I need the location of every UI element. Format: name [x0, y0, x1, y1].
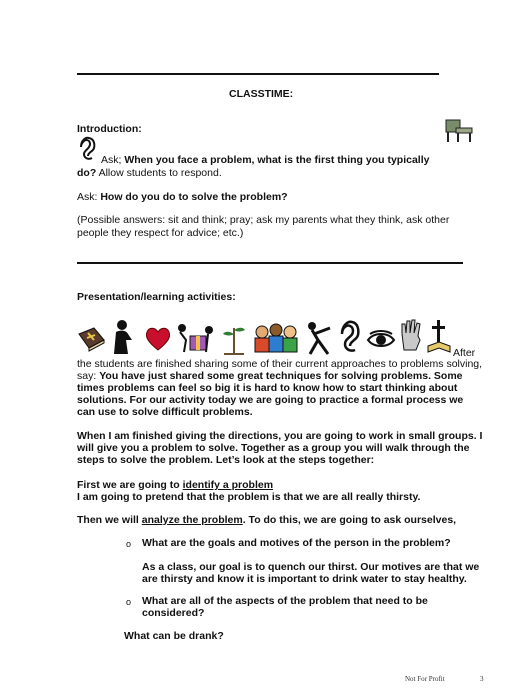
ear-icon: [78, 136, 98, 166]
classroom-desk-icon: [444, 116, 474, 148]
plant-sprout-icon: [220, 320, 248, 356]
ask-line-1b: [77, 167, 222, 180]
paragraph-2-line-2: will give you a problem to solve. Together as a group you will walk through the: [77, 442, 470, 454]
bullet-aspects-line-1: What are all of the aspects of the problem that need to be: [142, 595, 428, 607]
gift-box-icon: [176, 322, 214, 356]
ear-icon: [338, 320, 362, 354]
goal-answer-line-2: are thirsty and know it is important to drink water to stay healthy.: [142, 573, 467, 585]
intro-heading: Introduction:: [77, 123, 142, 135]
paragraph-1-line-1: the students are finished sharing some of their current approaches to problems solving,: [77, 358, 483, 370]
cross-on-book-icon: [426, 318, 452, 356]
thirsty-problem-line: I am going to pretend that the problem is that we are all really thirsty.: [77, 491, 421, 503]
bullet-marker-2: o: [126, 597, 132, 607]
ask-prefix: Ask;: [101, 154, 125, 166]
hand-icon: [398, 318, 424, 352]
say-statement: You have just shared some great techniques for solving problems. Some: [99, 370, 463, 382]
ask-prefix-2: Ask:: [77, 191, 101, 203]
paragraph-1-line-5: can use to solve difficult problems.: [77, 406, 253, 418]
paragraph-1-line-4: solutions. For our activity today we are going to practice a formal process we: [77, 394, 464, 406]
analyze-problem-link: analyze the problem: [141, 514, 243, 526]
middle-rule: [77, 262, 463, 264]
bible-icon: [76, 324, 108, 354]
possible-answers-2: people they respect for advice; etc.): [77, 227, 244, 239]
icon-strip: [76, 318, 456, 360]
step-analyze-prefix: Then we will: [77, 514, 142, 526]
step-analyze-suffix: . To do this, we are going to ask ourselves,: [242, 514, 457, 526]
possible-answers-1: (Possible answers: sit and think; pray; ask my parents what they think, ask other: [77, 214, 450, 226]
bullet-goals-motives: What are the goals and motives of the person in the problem?: [142, 537, 451, 549]
page-title: CLASSTIME:: [229, 88, 294, 100]
what-can-be-drank: What can be drank?: [124, 630, 224, 642]
bullet-aspects-line-2: considered?: [142, 607, 205, 619]
heart-icon: [144, 326, 172, 352]
paragraph-2-line-1: When I am finished giving the directions, you are going to work in small groups. I: [77, 430, 483, 442]
footer-not-for-profit: Not For Profit: [405, 675, 445, 683]
group-of-people-icon: [252, 322, 300, 354]
top-rule: [77, 73, 439, 75]
ask-line-1: [101, 154, 429, 167]
ask-instruction: Allow students to respond.: [96, 167, 222, 179]
ask-question-1: When you face a problem, what is the first thing you typically: [124, 154, 430, 166]
say-prefix: say:: [77, 370, 100, 382]
goal-answer-line-1: As a class, our goal is to quench our thirst. Our motives are that we: [142, 561, 480, 573]
ask-question-2: How do you do to solve the problem?: [100, 191, 288, 203]
footer-page-number: 3: [480, 675, 484, 683]
ask-question-1-end: do?: [77, 167, 97, 179]
ask-line-2: [77, 191, 288, 204]
after-word: After: [453, 347, 476, 359]
presentation-heading: Presentation/learning activities:: [77, 291, 236, 303]
paragraph-1-line-3: times problems can feel so big it is hard to know how to start thinking about: [77, 382, 458, 394]
step-identify-prefix: First we are going to: [77, 479, 183, 491]
identify-problem-link: identify a problem: [182, 479, 274, 491]
eye-icon: [366, 330, 396, 350]
step-analyze-line: [77, 514, 456, 527]
bullet-marker-1: o: [126, 539, 132, 549]
stretching-figure-icon: [304, 320, 334, 356]
praying-figure-icon: [112, 318, 138, 356]
paragraph-2-line-3: steps to solve the problem. Let’s look at the steps together:: [77, 454, 375, 466]
